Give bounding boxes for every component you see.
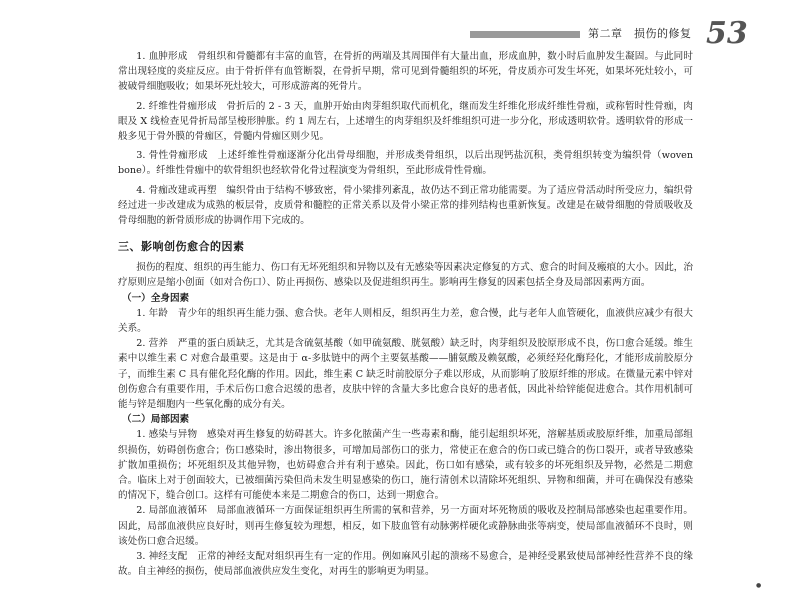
page-number: 53 [706, 16, 748, 51]
paragraph-bony-callus: 3. 骨性骨痂形成 上述纤维性骨痂逐渐分化出骨母细胞，并形成类骨组织，以后出现钙盐沉积，类骨组织转变为编织骨（woven bone）。纤维性骨痂中的软骨组织也经软骨化骨过程演变为骨组织，至此形成骨性骨痂。 [118, 150, 693, 177]
subsection-systemic: （一）全身因素 [122, 292, 190, 304]
paragraph-intro: 损伤的程度、组织的再生能力、伤口有无坏死组织和异物以及有无感染等因素决定修复的方式、愈合的时间及瘢痕的大小。因此，治疗原则应是缩小创面（如对合伤口）、防止再损伤、感染以及促进组织再生。影响再生修复的因素包括全身及局部因素两方面。 [118, 262, 693, 289]
chapter-title: 第二章 损伤的修复 [588, 27, 692, 40]
paragraph-innervation: 3. 神经支配 正常的神经支配对组织再生有一定的作用。例如麻风引起的溃疡不易愈合，是神经受累致使局部神经性营养不良的缘故。自主神经的损伤，使局部血液供应发生变化，对再生的影响更为明显。 [118, 551, 693, 578]
paragraph-infection: 1. 感染与异物 感染对再生修复的妨碍甚大。许多化脓菌产生一些毒素和酶，能引起组织坏死，溶解基质或胶原纤维，加重局部组织损伤，妨碍创伤愈合；伤口感染时，渗出物很多，可增加局部伤口的张力，常使正在愈合的伤口或已缝合的伤口裂开，或者导致感染扩散加重损伤；坏死组织及其他异物，也妨碍愈合并有利于感染。因此，伤口如有感染，或有较多的坏死组织及异物，必然是二期愈合。临床上对于创面较大，已被细菌污染但尚未发生明显感染的伤口，施行清创术以清除坏死组织、异物和细菌，并可在确保没有感染的情况下，缝合创口。这样有可能使本来是二期愈合的伤口，达到一期愈合。 [118, 429, 693, 502]
page-header [470, 16, 750, 51]
paragraph-fibrous-callus: 2. 纤维性骨痂形成 骨折后的 2 - 3 天，血肿开始由肉芽组织取代而机化，继而发生纤维化形成纤维性骨痂，或称暂时性骨痂，肉眼及 X 线检查见骨折局部呈梭形肿胀。约 1 周左右，上述增生的肉芽组织及纤维组织可进一步分化，形成透明软骨。透明软骨的形成一般多见于骨外膜的骨痂区，骨髓内骨痂区则少见。 [118, 100, 693, 143]
paragraph-nutrition: 2. 营养 严重的蛋白质缺乏，尤其是含硫氨基酸（如甲硫氨酸、胱氨酸）缺乏时，肉芽组织及胶原形成不良，伤口愈合延缓。维生素中以维生素 C 对愈合最重要。这是由于 α-多肽链中的两个主要氨基酸——脯氨酸及赖氨酸，必须经羟化酶羟化，才能形成前胶原分子，而维生素 C 具有催化羟化酶的作用。因此，维生素 C 缺乏时前胶原分子难以形成，从而影响了胶原纤维的形成。在微量元素中锌对创伤愈合有重要作用，手术后伤口愈合迟缓的患者，皮肤中锌的含量大多比愈合良好的患者低，因此补给锌能促进愈合。其作用机制可能与锌是细胞内一些氧化酶的成分有关。 [118, 338, 693, 411]
header-rule [470, 31, 580, 38]
paragraph-circulation: 2. 局部血液循环 局部血液循环一方面保证组织再生所需的氧和营养，另一方面对坏死物质的吸收及控制局部感染也起重要作用。因此，局部血液供应良好时，则再生修复较为理想，相反，如下肢血管有动脉粥样硬化或静脉曲张等病变，使局部血液循环不良时，则该处伤口愈合迟缓。 [118, 505, 693, 547]
corner-mark: ● [756, 582, 762, 589]
page-body [118, 49, 693, 580]
paragraph-hematoma: 1. 血肿形成 骨组织和骨髓都有丰富的血管，在骨折的两端及其周围伴有大量出血，形成血肿，数小时后血肿发生凝固。与此同时常出现轻度的炎症反应。由于骨折伴有血管断裂，在骨折早期，常可见到骨髓组织的坏死，骨皮质亦可发生坏死，如果坏死灶较小，可被破骨细胞吸收；如果坏死灶较大，可形成游离的死骨片。 [118, 51, 693, 93]
paragraph-age: 1. 年龄 青少年的组织再生能力强、愈合快。老年人则相反，组织再生力差，愈合慢，此与老年人血管硬化，血液供应减少有很大关系。 [118, 307, 693, 335]
paragraph-remodeling: 4. 骨痂改建或再塑 编织骨由于结构不够致密，骨小梁排列紊乱，故仍达不到正常功能需要。为了适应骨活动时所受应力，编织骨经过进一步改建成为成熟的板层骨，皮质骨和髓腔的正常关系以及骨小梁正常的排列结构也重新恢复。改建是在破骨细胞的骨质吸收及骨母细胞的新骨质形成的协调作用下完成的。 [118, 184, 693, 227]
section-heading: 三、影响创伤愈合的因素 [118, 240, 245, 254]
subsection-local: （二）局部因素 [122, 414, 190, 426]
